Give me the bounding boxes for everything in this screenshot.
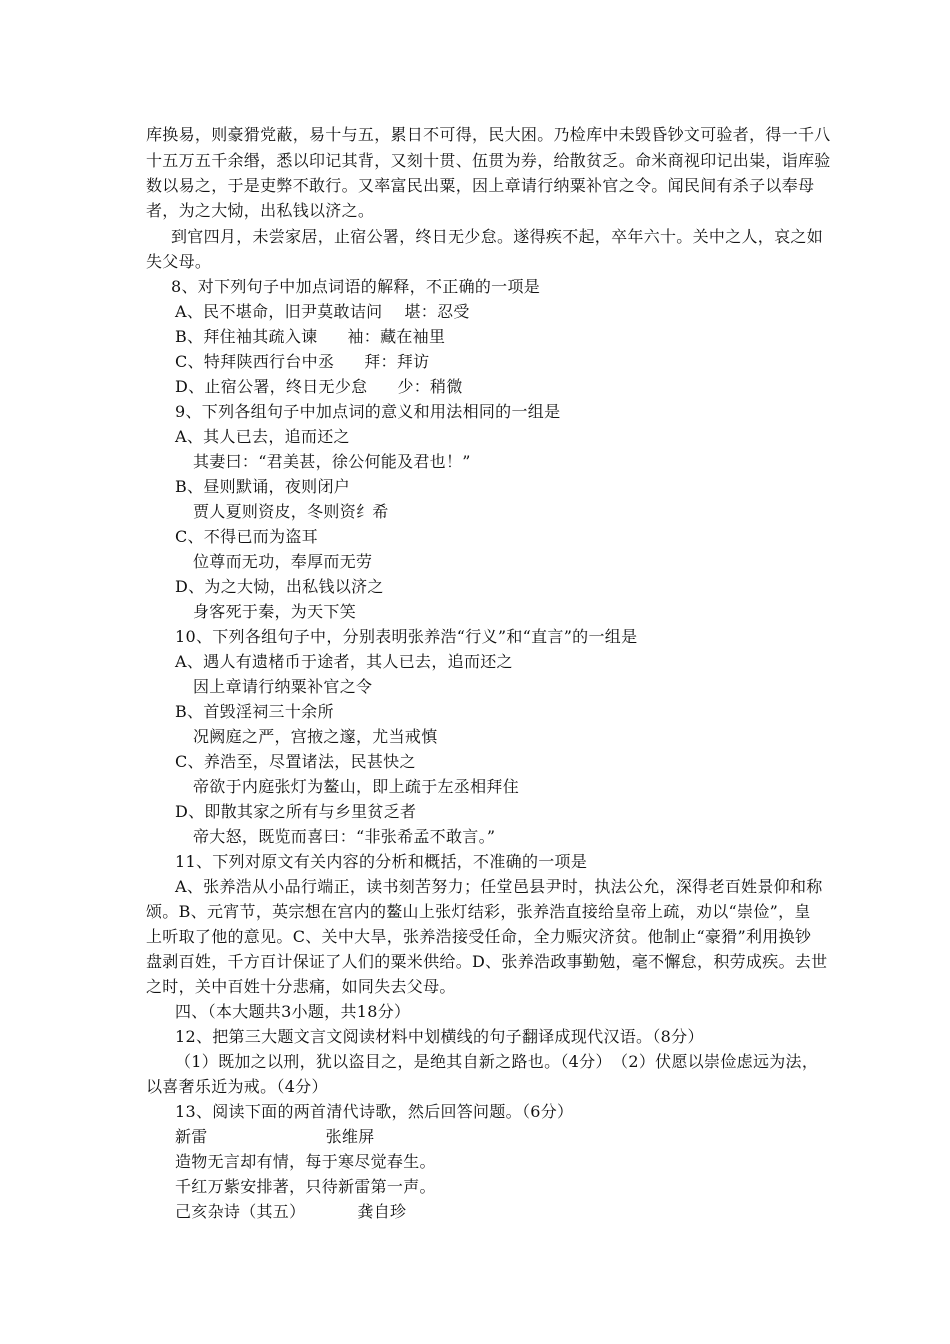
passage-line: 者，为之大恸，出私钱以济之。: [146, 201, 375, 220]
poem-2-title: 己亥杂诗（其五）: [175, 1202, 306, 1221]
q9-option-d-line2: 身客死于秦，为天下笑: [193, 602, 357, 621]
poem-2-author: 龚自珍: [357, 1202, 407, 1221]
q10-option-b-line2: 况阙庭之严，宫掖之邃，尤当戒慎: [193, 727, 438, 746]
q11-body-line: 盘剥百姓，千方百计保证了人们的粟米供给。D、张养浩政事勤勉，毫不懈怠，积劳成疾。去世: [146, 952, 828, 971]
q12-sentences-line2: 以喜奢乐近为戒。（4分）: [146, 1077, 328, 1096]
passage-line: 失父母。: [146, 252, 212, 271]
passage-line: 十五万五千余缗，悉以印记其背，又刻十贯、伍贯为券，给散贫乏。命米商视印记出粜，诣库验: [146, 151, 831, 170]
q9-option-b-line1: B、昼则默诵，夜则闭户: [175, 477, 351, 496]
poem-2-heading: [175, 1202, 406, 1222]
q11-body-line: 上听取了他的意见。C、关中大旱，张养浩接受任命，全力赈灾济贫。他制止“豪猾”利用换钞: [146, 927, 812, 946]
q11-body-line: 之时，关中百姓十分悲痛，如同失去父母。: [146, 977, 456, 996]
q9-option-a-line2: 其妻曰：“君美甚，徐公何能及君也！”: [193, 452, 471, 471]
question-12-stem: 12、把第三大题文言文阅读材料中划横线的句子翻译成现代汉语。（8分）: [175, 1027, 704, 1046]
q10-option-a-line2: 因上章请行纳粟补官之令: [193, 677, 373, 696]
question-8-stem: 8、对下列句子中加点词语的解释，不正确的一项是: [171, 277, 541, 296]
poem-1-line: 造物无言却有情，每于寒尽觉春生。: [175, 1152, 436, 1171]
question-13-stem: 13、阅读下面的两首清代诗歌，然后回答问题。（6分）: [175, 1102, 574, 1121]
q11-body-line: A、张养浩从小品行端正，读书刻苦努力；任堂邑县尹时，执法公允，深得老百姓景仰和称: [175, 877, 823, 896]
question-9-stem: 9、下列各组句子中加点词的意义和用法相同的一组是: [175, 402, 561, 421]
q10-option-c-line2: 帝欲于内庭张灯为鳌山，即上疏于左丞相拜住: [193, 777, 520, 796]
q9-option-b-line2: 贾人夏则资皮，冬则资纟希: [193, 502, 389, 521]
q12-sentences-line1: （1）既加之以刑，犹以盗目之，是绝其自新之路也。（4分） （2）伏愿以崇俭虑远为法，: [175, 1052, 819, 1071]
q10-option-d-line2: 帝大怒，既览而喜曰：“非张希孟不敢言。”: [193, 827, 496, 846]
passage-line: 库换易，则豪猾党蔽，易十与五，累日不可得，民大困。乃检库中未毁昏钞文可验者，得一千八: [146, 125, 831, 144]
q8-option-c: C、特拜陕西行台中丞 拜：拜访: [175, 352, 430, 371]
q9-option-a-line1: A、其人已去，追而还之: [175, 427, 350, 446]
section-4-heading: 四、（本大题共3小题，共18分）: [175, 1002, 411, 1021]
q8-option-a: A、民不堪命，旧尹莫敢诘问 堪：忍受: [175, 302, 470, 321]
poem-1-line: 千红万紫安排著，只待新雷第一声。: [175, 1177, 436, 1196]
q10-option-d-line1: D、即散其家之所有与乡里贫乏者: [175, 802, 417, 821]
q10-option-a-line1: A、遇人有遗楮币于途者，其人已去，追而还之: [175, 652, 513, 671]
q10-option-b-line1: B、首毁淫祠三十余所: [175, 702, 334, 721]
poem-1-title: 新雷: [175, 1127, 208, 1146]
poem-1-author: 张维屏: [325, 1127, 375, 1146]
q8-option-b: B、拜住袖其疏入谏 袖：藏在袖里: [175, 327, 446, 346]
q9-option-c-line2: 位尊而无功，奉厚而无劳: [193, 552, 373, 571]
passage-line: 数以易之，于是吏弊不敢行。又率富民出粟，因上章请行纳粟补官之令。闻民间有杀子以奉母: [146, 176, 815, 195]
passage-line: 到官四月，未尝家居，止宿公署，终日无少怠。遂得疾不起，卒年六十。关中之人，哀之如: [171, 227, 824, 246]
q10-option-c-line1: C、养浩至，尽置诸法，民甚快之: [175, 752, 416, 771]
q9-option-c-line1: C、不得已而为盗耳: [175, 527, 318, 546]
q9-option-d-line1: D、为之大恸，出私钱以济之: [175, 577, 384, 596]
q8-option-d: D、止宿公署，终日无少怠 少：稍微: [175, 377, 463, 396]
question-10-stem: 10、下列各组句子中，分别表明张养浩“行义”和“直言”的一组是: [175, 627, 638, 646]
poem-1-heading: [175, 1127, 375, 1147]
q11-body-line: 颂。B、元宵节，英宗想在宫内的鳌山上张灯结彩，张养浩直接给皇帝上疏，劝以“崇俭”，皇: [146, 902, 811, 921]
question-11-stem: 11、下列对原文有关内容的分析和概括，不准确的一项是: [175, 852, 588, 871]
